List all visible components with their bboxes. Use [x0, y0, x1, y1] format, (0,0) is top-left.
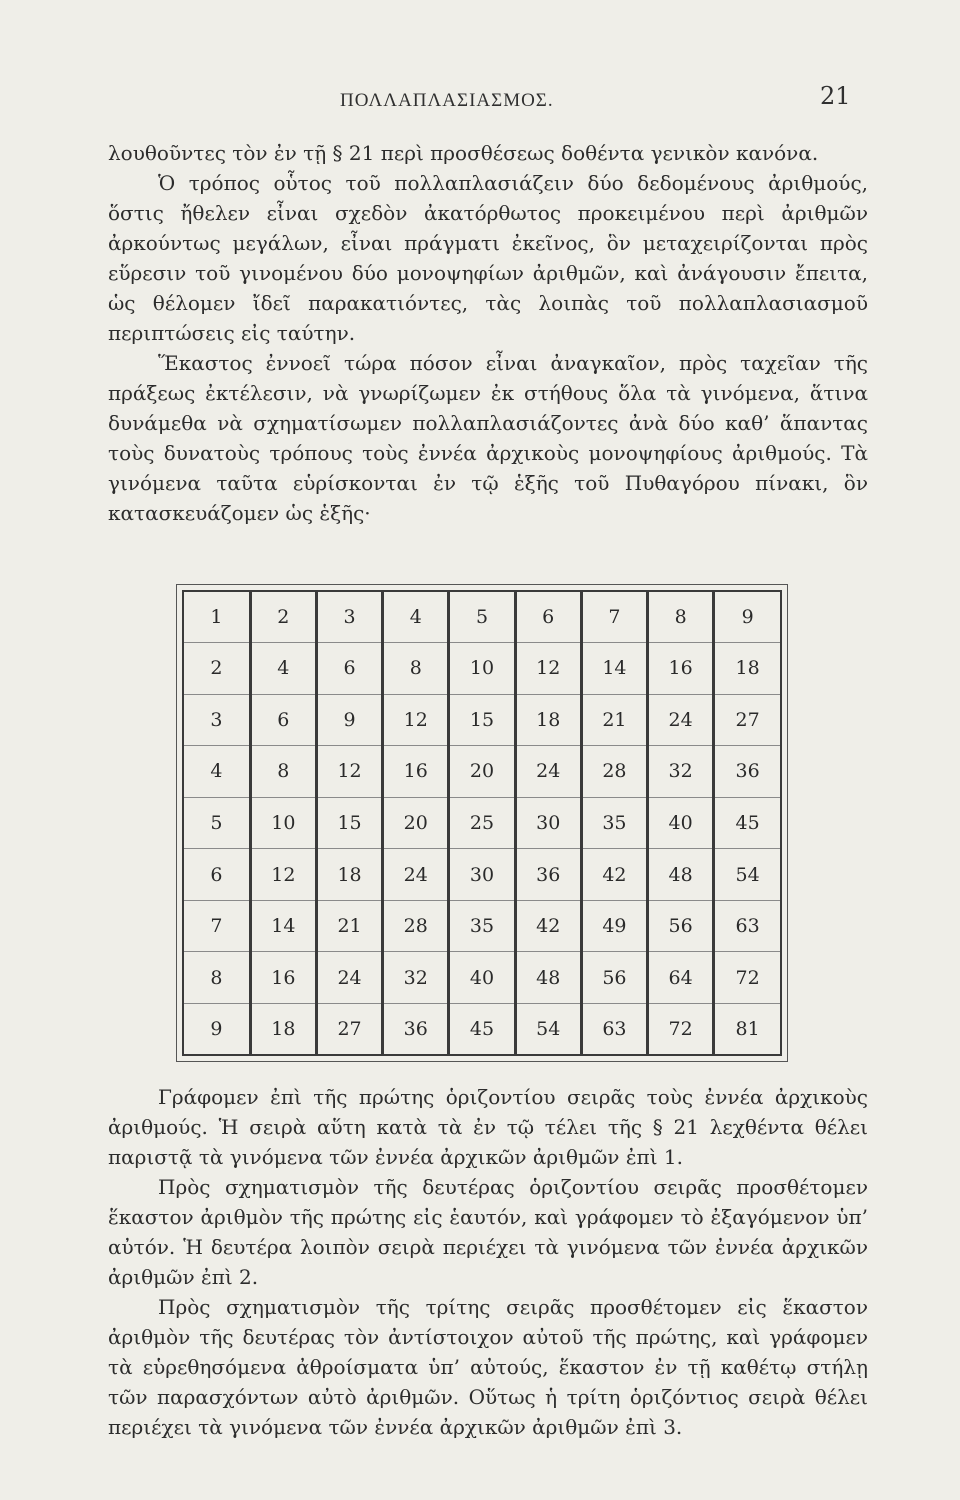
- table-cell: 36: [383, 1003, 449, 1054]
- paragraph: Ὁ τρόπος οὗτος τοῦ πολλαπλασιάζειν δύο δεδομένους ἀριθμούς, ὅστις ἤθελεν εἶναι σχεδὸν ἀκατόρθωτος προκειμένου περὶ ἀριθμῶν ἀρκούντως μεγάλων, εἶναι πράγματι ἐκεῖνος, ὃν μεταχειρίζονται πρὸς εὕρεσιν τοῦ γινομένου δύο μονοψηφίων ἀριθμῶν, καὶ ἀνάγουσιν ἔπειτα, ὡς θέλομεν ἴδεῖ παρακατιόντες, τὰς λοιπὰς τοῦ πολλαπλασιασμοῦ περιπτώσεις εἰς ταύτην.: [108, 171, 868, 345]
- table-row: [184, 592, 780, 643]
- table-cell: 63: [714, 900, 780, 952]
- table-cell: 45: [449, 1003, 515, 1054]
- table-cell: 30: [515, 797, 581, 849]
- table-cell: 12: [316, 746, 382, 798]
- table-cell: 40: [449, 952, 515, 1004]
- table-cell: 4: [250, 643, 316, 695]
- table-cell: 36: [714, 746, 780, 798]
- table-cell: 20: [449, 746, 515, 798]
- intro-text: [108, 138, 868, 528]
- table-cell: 48: [515, 952, 581, 1004]
- table-cell: 16: [383, 746, 449, 798]
- paragraph: Γράφομεν ἐπὶ τῆς πρώτης ὁριζοντίου σειρᾶς τοὺς ἐννέα ἀρχικοὺς ἀριθμούς. Ἡ σειρὰ αὕτη κατὰ τὰ ἐν τῷ τέλει τῆς § 21 λεχθέντα θέλει παριστᾷ τὰ γινόμενα τῶν ἐννέα ἀρχικῶν ἀριθμῶν ἐπὶ 1.: [108, 1085, 868, 1169]
- table-cell: 30: [449, 849, 515, 901]
- table-cell: 15: [316, 797, 382, 849]
- table-cell: 24: [316, 952, 382, 1004]
- table-cell: 32: [648, 746, 714, 798]
- table-cell: 18: [250, 1003, 316, 1054]
- table-cell: 6: [515, 592, 581, 643]
- table-cell: 42: [515, 900, 581, 952]
- table-cell: 20: [383, 797, 449, 849]
- table-cell: 54: [515, 1003, 581, 1054]
- table-cell: 72: [648, 1003, 714, 1054]
- table-cell: 16: [648, 643, 714, 695]
- table-cell: 6: [250, 694, 316, 746]
- table-cell: 49: [581, 900, 647, 952]
- table-cell: 21: [316, 900, 382, 952]
- paragraph: Πρὸς σχηματισμὸν τῆς δευτέρας ὁριζοντίου σειρᾶς προσθέτομεν ἕκαστον ἀριθμὸν τῆς πρώτης εἰς ἑαυτόν, καὶ γράφομεν τὸ ἐξαγόμενον ὑπ’ αὐτόν. Ἡ δευτέρα λοιπὸν σειρὰ περιέχει τὰ γινόμενα τῶν ἐννέα ἀρχικῶν ἀριθμῶν ἐπὶ 2.: [108, 1175, 868, 1289]
- table-cell: 1: [184, 592, 250, 643]
- paragraph: λουθοῦντες τὸν ἐν τῇ § 21 περὶ προσθέσεως δοθέντα γενικὸν κανόνα.: [108, 141, 819, 165]
- table-cell: 40: [648, 797, 714, 849]
- table-cell: 2: [184, 643, 250, 695]
- table-cell: 8: [184, 952, 250, 1004]
- paragraph: Ἕκαστος ἐννοεῖ τώρα πόσον εἶναι ἀναγκαῖον, πρὸς ταχεῖαν τῆς πράξεως ἐκτέλεσιν, νὰ γνωρίζωμεν ἐκ στήθους ὅλα τὰ γινόμενα, ἅτινα δυνάμεθα νὰ σχηματίσωμεν πολλαπλασιάζοντες ἀνὰ δύο καθ’ ἅπαντας τοὺς δυνατοὺς τρόπους τοὺς ἐννέα ἀρχικοὺς μονοψηφίους ἀριθμούς. Τὰ γινόμενα ταῦτα εὑρίσκονται ἐν τῷ ἑξῆς τοῦ Πυθαγόρου πίνακι, ὃν κατασκευάζομεν ὡς ἑξῆς·: [108, 351, 868, 525]
- table-cell: 42: [581, 849, 647, 901]
- table-cell: 9: [316, 694, 382, 746]
- table-cell: 8: [648, 592, 714, 643]
- table-cell: 6: [316, 643, 382, 695]
- table-cell: 63: [581, 1003, 647, 1054]
- table-cell: 36: [515, 849, 581, 901]
- table-row: [184, 797, 780, 849]
- table-cell: 56: [648, 900, 714, 952]
- table-cell: 32: [383, 952, 449, 1004]
- table-cell: 2: [250, 592, 316, 643]
- table-cell: 28: [383, 900, 449, 952]
- table-row: [184, 694, 780, 746]
- table-cell: 3: [184, 694, 250, 746]
- table-cell: 35: [581, 797, 647, 849]
- table-cell: 8: [250, 746, 316, 798]
- table-cell: 56: [581, 952, 647, 1004]
- table-cell: 27: [316, 1003, 382, 1054]
- table-cell: 14: [581, 643, 647, 695]
- table-cell: 12: [515, 643, 581, 695]
- table-cell: 14: [250, 900, 316, 952]
- table-cell: 54: [714, 849, 780, 901]
- table-cell: 9: [184, 1003, 250, 1054]
- table-cell: 24: [648, 694, 714, 746]
- table-row: [184, 1003, 780, 1054]
- table-cell: 8: [383, 643, 449, 695]
- explanation-text: [108, 1082, 868, 1442]
- pythagorean-table: [182, 590, 782, 1056]
- running-title: ΠΟΛΛΑΠΛΑΣΙΑΣΜΟΣ.: [340, 90, 554, 111]
- table-cell: 25: [449, 797, 515, 849]
- table-cell: 16: [250, 952, 316, 1004]
- table-cell: 6: [184, 849, 250, 901]
- table-cell: 35: [449, 900, 515, 952]
- table-cell: 81: [735, 1017, 760, 1040]
- table-cell: 18: [316, 849, 382, 901]
- table-cell: 4: [184, 746, 250, 798]
- table-cell: 10: [449, 643, 515, 695]
- table-cell: 7: [184, 900, 250, 952]
- table-cell: 21: [581, 694, 647, 746]
- table-cell: 10: [250, 797, 316, 849]
- table-cell: 24: [515, 746, 581, 798]
- table-cell: 64: [648, 952, 714, 1004]
- table-cell: 12: [250, 849, 316, 901]
- page-header: [0, 82, 960, 122]
- table-cell: 28: [581, 746, 647, 798]
- table-cell: 9: [714, 592, 780, 643]
- table-cell: 7: [581, 592, 647, 643]
- table-row: [184, 746, 780, 798]
- table-cell: 12: [383, 694, 449, 746]
- table-cell: 72: [714, 952, 780, 1004]
- table-row: [184, 849, 780, 901]
- table-cell: 5: [449, 592, 515, 643]
- paragraph: Πρὸς σχηματισμὸν τῆς τρίτης σειρᾶς προσθέτομεν εἰς ἕκαστον ἀριθμὸν τῆς δευτέρας τὸν ἀντίστοιχον αὐτοῦ τῆς πρώτης, καὶ γράφομεν τὰ εὑρεθησόμενα ἀθροίσματα ὑπ’ αὐτούς, ἕκαστον ἐν τῇ καθέτῳ στήλῃ τῶν παρασχόντων αὐτὸ ἀριθμῶν. Οὕτως ἡ τρίτη ὁριζόντιος σειρὰ θέλει περιέχει τὰ γινόμενα τῶν ἐννέα ἀρχικῶν ἀριθμῶν ἐπὶ 3.: [108, 1295, 868, 1439]
- table-row: [184, 900, 780, 952]
- multiplication-table: [184, 592, 780, 1054]
- table-row: [184, 952, 780, 1004]
- table-cell: 3: [316, 592, 382, 643]
- table-cell: 24: [383, 849, 449, 901]
- table-row: [184, 643, 780, 695]
- table-cell: 45: [714, 797, 780, 849]
- table-cell: 27: [714, 694, 780, 746]
- table-cell: 48: [648, 849, 714, 901]
- table-cell: 18: [714, 643, 780, 695]
- table-cell: 18: [515, 694, 581, 746]
- table-cell: 4: [383, 592, 449, 643]
- page-number: 21: [820, 82, 851, 110]
- table-cell: 15: [449, 694, 515, 746]
- table-cell: 5: [184, 797, 250, 849]
